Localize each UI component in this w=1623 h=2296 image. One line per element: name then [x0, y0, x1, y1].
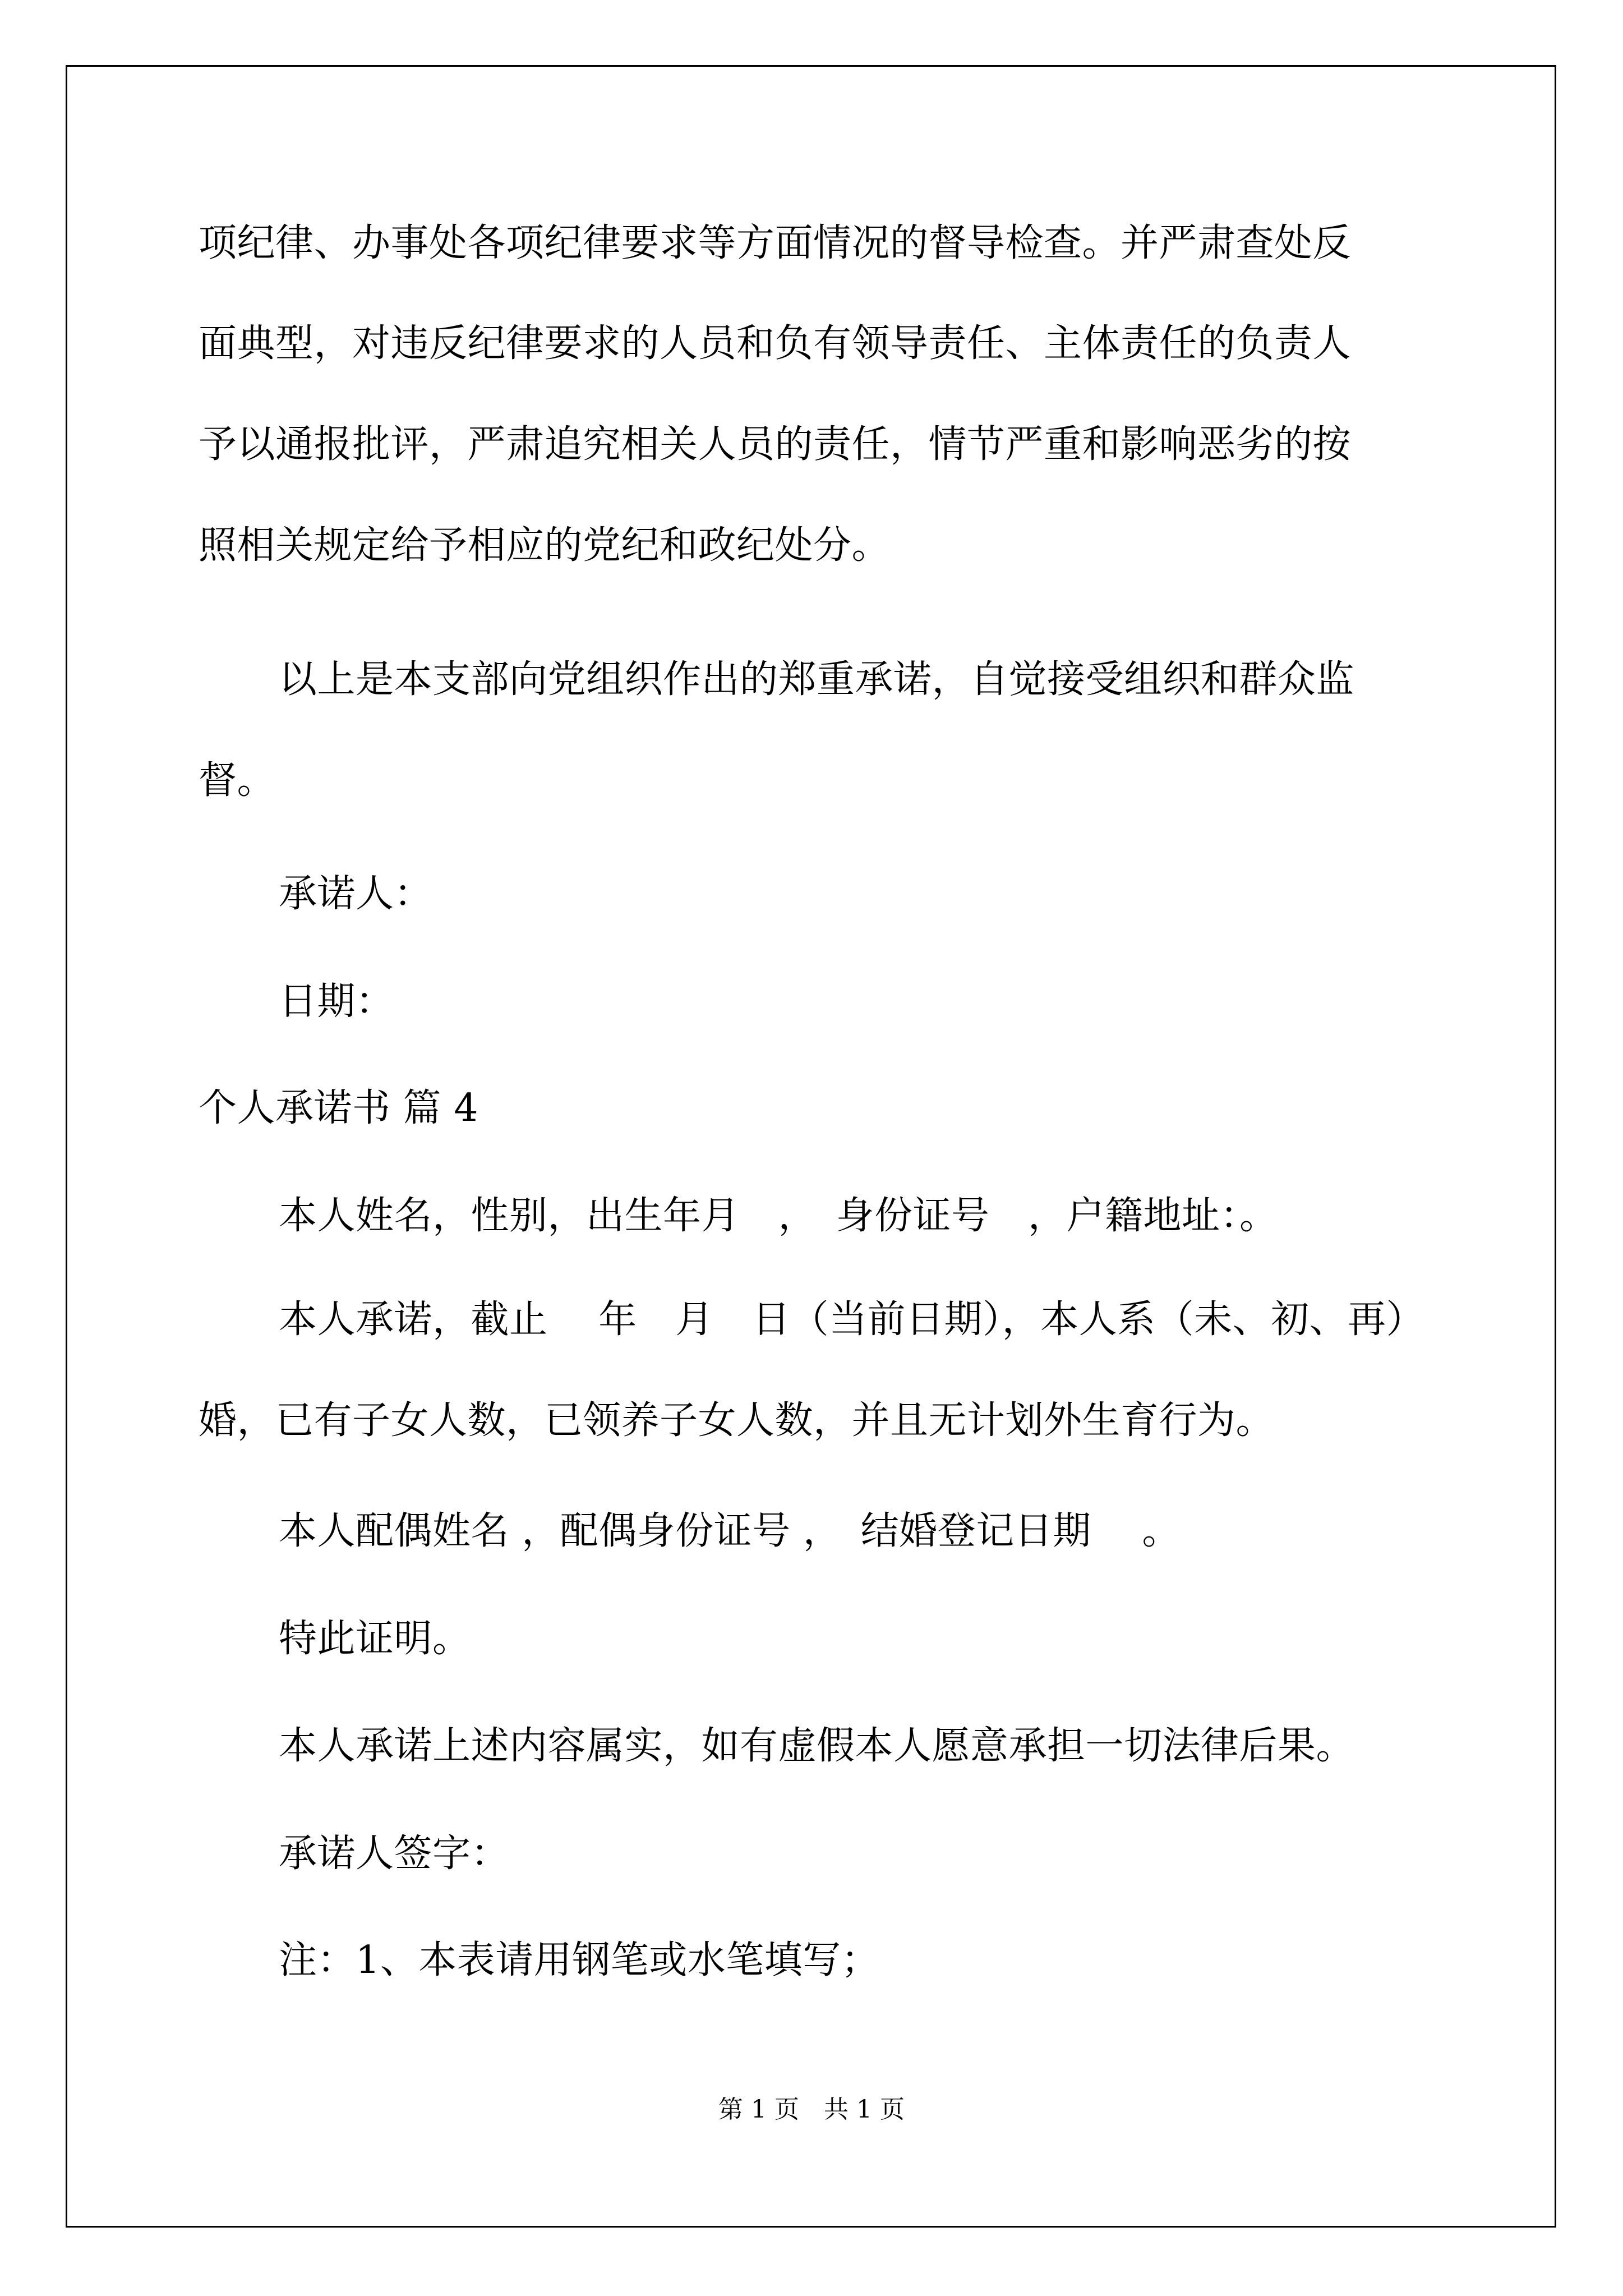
body-text-line: 照相关规定给予相应的党纪和政纪处分。 [199, 523, 891, 568]
body-text-line: 以上是本支部向党组织作出的郑重承诺，自觉接受组织和群众监 [279, 657, 1355, 702]
body-text-line: 予以通报批评，严肃追究相关人员的责任，情节严重和影响恶劣的按 [199, 422, 1352, 467]
date-label: 日期： [279, 979, 394, 1024]
body-text-line: 特此证明。 [279, 1617, 471, 1661]
note-line: 注：1、本表请用钢笔或水笔填写； [279, 1938, 880, 1982]
body-text-line: 本人姓名，性别，出生年月 ， 身份证号 ，户籍地址：。 [279, 1194, 1278, 1238]
body-text-line: 本人承诺，截止 年 月 日（当前日期），本人系（未、初、再） [279, 1297, 1425, 1342]
body-text-line: 面典型，对违反纪律要求的人员和负有领导责任、主体责任的负责人 [199, 321, 1352, 366]
body-text-line: 督。 [199, 758, 276, 803]
page-border [66, 65, 1556, 2228]
body-text-line: 婚，已有子女人数，已领养子女人数，并且无计划外生育行为。 [199, 1398, 1275, 1443]
body-text-line: 本人承诺上述内容属实，如有虚假本人愿意承担一切法律后果。 [279, 1724, 1355, 1768]
body-text-line: 本人配偶姓名 ，配偶身份证号 ， 结婚登记日期 。 [279, 1509, 1181, 1553]
section-heading: 个人承诺书 篇 4 [199, 1086, 478, 1130]
signatory-label: 承诺人： [279, 872, 433, 916]
body-text-line: 项纪律、办事处各项纪律要求等方面情况的督导检查。并严肃查处反 [199, 221, 1352, 265]
signature-label: 承诺人签字： [279, 1832, 510, 1876]
page-number-footer: 第 1 页 共 1 页 [718, 2095, 905, 2124]
